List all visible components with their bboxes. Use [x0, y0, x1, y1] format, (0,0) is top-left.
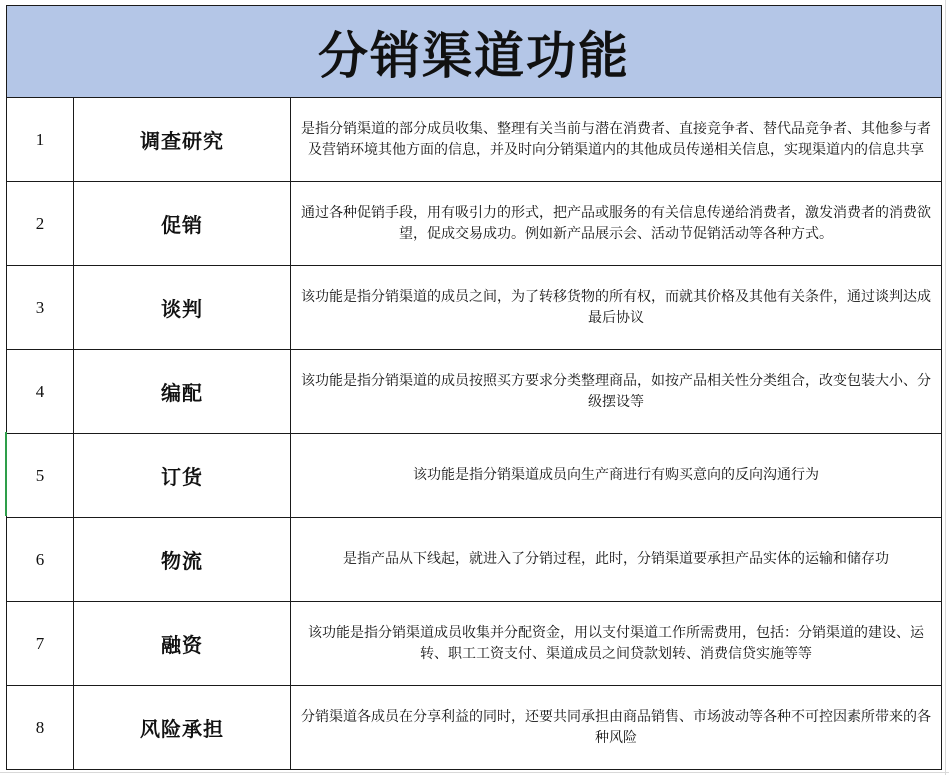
row-number-cell[interactable]: 4 — [7, 350, 74, 434]
table-row — [7, 434, 942, 518]
function-description-cell[interactable]: 是指分销渠道的部分成员收集、整理有关当前与潜在消费者、直接竞争者、替代品竞争者、其他参与者及营销环境其他方面的信息，并及时向分销渠道内的其他成员传递相关信息，实现渠道内的信息共享 — [291, 98, 942, 182]
function-name-cell[interactable]: 订货 — [74, 434, 291, 518]
function-name-cell[interactable]: 调查研究 — [74, 98, 291, 182]
row-number-cell[interactable]: 5 — [7, 434, 74, 518]
row-number-cell[interactable]: 1 — [7, 98, 74, 182]
function-description-cell[interactable]: 通过各种促销手段，用有吸引力的形式，把产品或服务的有关信息传递给消费者，激发消费者的消费欲望，促成交易成功。例如新产品展示会、活动节促销活动等各种方式。 — [291, 182, 942, 266]
row-number-cell[interactable]: 8 — [7, 686, 74, 770]
table-row — [7, 686, 942, 770]
gridline-bottom — [0, 772, 949, 773]
row-number-cell[interactable]: 7 — [7, 602, 74, 686]
table-row — [7, 182, 942, 266]
table-row — [7, 602, 942, 686]
row-number-cell[interactable]: 2 — [7, 182, 74, 266]
table-row — [7, 266, 942, 350]
selected-cell-indicator — [5, 432, 7, 516]
row-number-cell[interactable]: 6 — [7, 518, 74, 602]
function-name-cell[interactable]: 促销 — [74, 182, 291, 266]
function-description-cell[interactable]: 该功能是指分销渠道的成员按照买方要求分类整理商品，如按产品相关性分类组合，改变包装大小、分级摆设等 — [291, 350, 942, 434]
function-name-cell[interactable]: 谈判 — [74, 266, 291, 350]
table-title[interactable]: 分销渠道功能 — [7, 6, 942, 98]
function-description-cell[interactable]: 该功能是指分销渠道成员向生产商进行有购买意向的反向沟通行为 — [291, 434, 942, 518]
function-description-cell[interactable]: 该功能是指分销渠道成员收集并分配资金，用以支付渠道工作所需费用，包括：分销渠道的建设、运转、职工工资支付、渠道成员之间贷款划转、消费信贷实施等等 — [291, 602, 942, 686]
function-name-cell[interactable]: 融资 — [74, 602, 291, 686]
function-description-cell[interactable]: 分销渠道各成员在分享利益的同时，还要共同承担由商品销售、市场波动等各种不可控因素所带来的各种风险 — [291, 686, 942, 770]
function-name-cell[interactable]: 物流 — [74, 518, 291, 602]
table-row — [7, 518, 942, 602]
row-number-cell[interactable]: 3 — [7, 266, 74, 350]
gridline-right — [945, 0, 946, 775]
functions-table — [6, 5, 942, 770]
table-row — [7, 350, 942, 434]
function-description-cell[interactable]: 该功能是指分销渠道的成员之间，为了转移货物的所有权，而就其价格及其他有关条件，通过谈判达成最后协议 — [291, 266, 942, 350]
function-description-cell[interactable]: 是指产品从下线起，就进入了分销过程，此时，分销渠道要承担产品实体的运输和储存功 — [291, 518, 942, 602]
table-row — [7, 98, 942, 182]
function-name-cell[interactable]: 风险承担 — [74, 686, 291, 770]
function-name-cell[interactable]: 编配 — [74, 350, 291, 434]
